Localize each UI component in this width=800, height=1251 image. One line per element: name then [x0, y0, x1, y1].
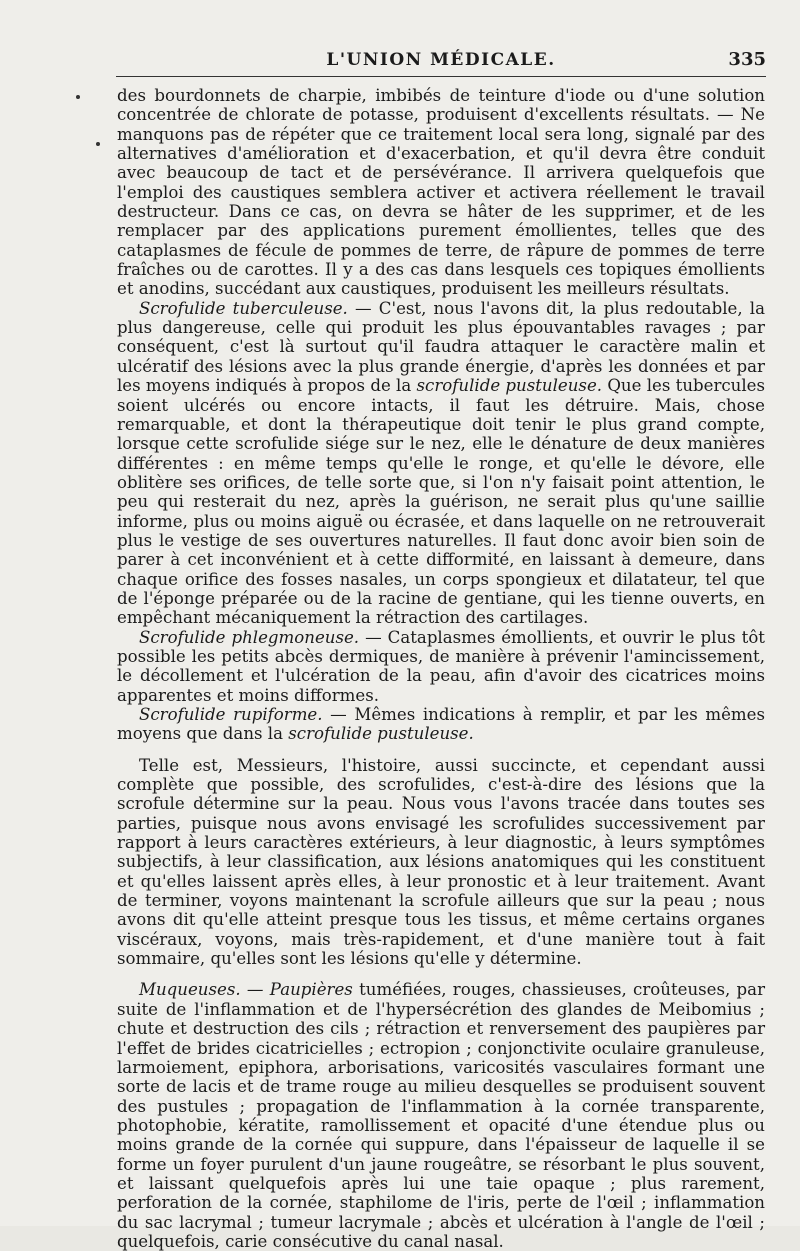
paragraph-text: — C'est, nous l'avons dit, la plus redoutable, la plus dangereuse, celle qui produit les plus épouvantables ravages ; par conséquent, c'est là surtout qu'il faudra attaquer le caractère malin et ulcératif des lésions avec la plus grande énergie, d'après les données et par les moyens indiqués à propos de la: [117, 298, 765, 396]
running-header: [116, 46, 766, 76]
article-body: [117, 86, 765, 1251]
paragraph-scrofulide-phlegmoneuse: [117, 628, 765, 705]
section-heading: Scrofulide phlegmoneuse.: [139, 627, 360, 647]
header-rule: [116, 76, 766, 77]
italic-reference: scrofulide pustuleuse.: [288, 724, 474, 744]
paragraph-muqueuses: [117, 980, 765, 1251]
paragraph-text: tuméfiées, rouges, chassieuses, croûteuses, par suite de l'inflammation et de l'hypersécrétion des glandes de Meibomius ; chute et destruction des cils ; rétraction et renversement des paupières par l'effet de brides cicatricielles ; ectropion ; conjonctivite oculaire granuleuse, larmoiement, epiphora, arborisations, varicosités vasculaires formant une sorte de lacis et de trame rouge au milieu desquelles se produisent souvent des pustules ; propagation de l'inflammation à la cornée transparente, photophobie, kératite, ramollissement et opacité d'une étendue plus ou moins grande de la cornée qui suppure, dans l'épaisseur de laquelle il se forme un foyer purulent d'un jaune rougeâtre, se résorbant le plus souvent, et laissant quelquefois après lui une taie opaque ; plus rarement, perforation de la cornée, staphilome de l'iris, perte de l'œil ; inflammation du sac lacrymal ; tumeur lacrymale ; abcès et ulcération à l'angle de l'œil ; quelquefois, carie consécutive du canal nasal.: [117, 980, 766, 1251]
paragraph-text: des bourdonnets de charpie, imbibés de teinture d'iode ou d'une solution concentrée de chlorate de potasse, produisent d'excellents résultats. — Ne manquons pas de répéter que ce traitement local sera long, signalé par des alternatives d'amélioration et d'exacerbation, et qu'il devra être conduit avec beaucoup de tact et de persévérance. Il arrivera quelquefois que l'emploi des caustiques semblera activer et activera réellement le travail destructeur. Dans ce cas, on devra se hâter de les supprimer, et de les remplacer par des applications purement émollientes, telles que des cataplasmes de fécule de pommes de terre, de râpure de pommes de terre fraîches ou de carottes. Il y a des cas dans lesquels ces topiques émollients et anodins, succédant aux caustiques, produisent les meilleurs résultats.: [117, 86, 765, 299]
paragraph-continuation: [117, 86, 765, 299]
section-heading: Muqueuses. — Paupières: [139, 980, 353, 1000]
paragraph-scrofulide-tuberculeuse: [117, 299, 765, 628]
section-heading: Scrofulide tuberculeuse.: [139, 298, 348, 318]
section-heading: Scrofulide rupiforme.: [139, 705, 323, 724]
margin-mark: [76, 95, 80, 99]
italic-reference: scrofulide pustuleuse.: [416, 376, 603, 396]
journal-title: L'UNION MÉDICALE.: [326, 50, 556, 70]
paragraph-scrofulide-rupiforme: [117, 705, 765, 744]
paragraph-summary: [117, 756, 765, 969]
paragraph-text: — Mêmes indications à remplir, et par les mêmes moyens que dans la: [117, 705, 765, 744]
paragraph-text: — Cataplasmes émollients, et ouvrir le plus tôt possible les petits abcès dermiques, de manière à prévenir l'amincissement, le décollement et l'ulcération de la peau, afin d'avoir des cicatrices moins apparentes et moins difformes.: [117, 627, 765, 705]
paragraph-text: Telle est, Messieurs, l'histoire, aussi succincte, et cependant aussi complète que possible, des scrofulides, c'est-à-dire des lésions que la scrofule détermine sur la peau. Nous vous l'avons tracée dans toutes ses parties, puisque nous avons envisagé les scrofulides successivement par rapport à leurs caractères extérieurs, à leur diagnostic, à leurs symptômes subjectifs, à leur classification, aux lésions anatomiques qui les constituent et qu'elles laissent après elles, à leur pronostic et à leur traitement. Avant de terminer, voyons maintenant la scrofule ailleurs que sur la peau ; nous avons dit qu'elle atteint presque tous les tissus, et même certains organes viscéraux, voyons, mais très-rapidement, et d'une manière tout à fait sommaire, qu'elles sont les lésions qu'elle y détermine.: [117, 755, 765, 969]
margin-mark: [96, 142, 100, 146]
paragraph-text: Que les tubercules soient ulcérés ou encore intacts, il faut les détruire. Mais, chose remarquable, et dont la thérapeutique doit tenir le plus grand compte, lorsque cette scrofulide siége sur le nez, elle le dénature de deux manières différentes : en même temps qu'elle le ronge, et qu'elle le dévore, elle oblitère ses orifices, de telle sorte que, si l'on n'y faisait point attention, le peu qui resterait du nez, après la guérison, ne serait plus qu'une saillie informe, plus ou moins aiguë ou écrasée, et dans laquelle on ne retrouverait plus le vestige de ses ouvertures naturelles. Il faut donc avoir bien soin de parer à cet inconvénient et à cette difformité, en laissant à demeure, dans chaque orifice des fosses nasales, un corps spongieux et dilatateur, tel que de l'éponge préparée ou de la racine de gentiane, qui les tienne ouverts, en empêchant mécaniquement la rétraction des cartilages.: [117, 376, 766, 628]
page-number: 335: [728, 49, 766, 70]
